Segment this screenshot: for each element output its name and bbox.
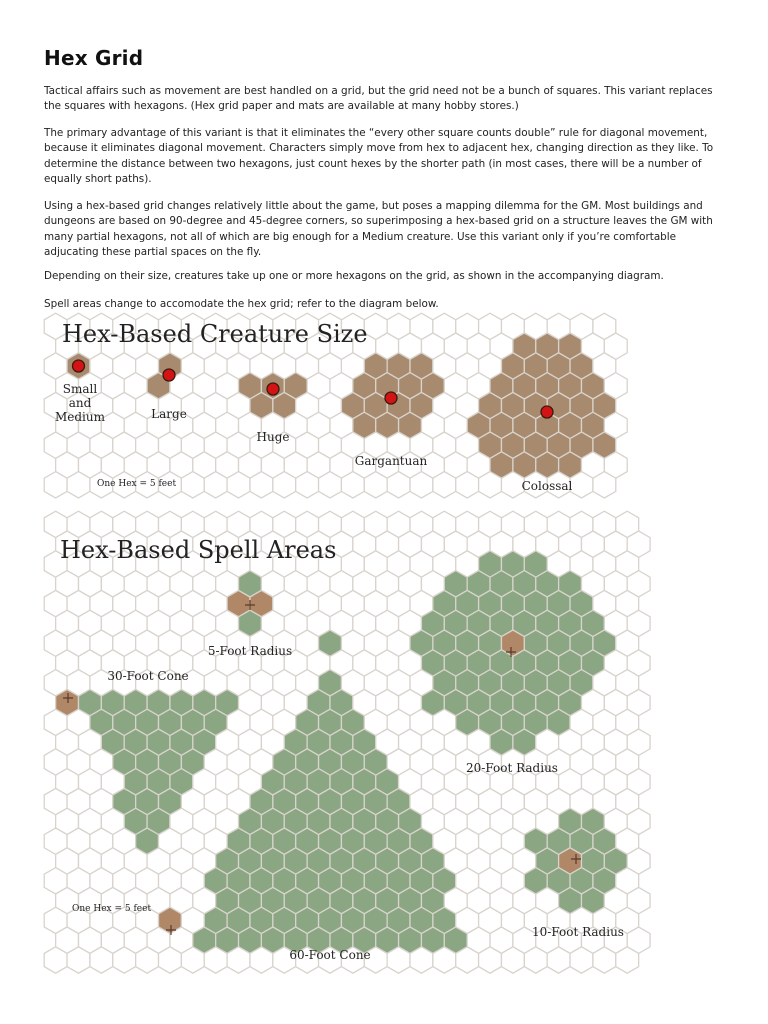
grid-hex (524, 947, 547, 973)
grid-hex (204, 472, 227, 498)
grid-hex (44, 472, 67, 498)
grid-hex (273, 472, 296, 498)
label-medium: Medium (54, 410, 106, 424)
grid-hex (113, 947, 136, 973)
grid-hex (44, 947, 67, 973)
paragraph-creature-size: Depending on their size, creatures take up one or more hexagons on the grid, as shown in the accompanying diagram. (44, 270, 664, 282)
grid-hex (387, 947, 410, 973)
paragraph-spell-areas: Spell areas change to accomodate the hex grid; refer to the diagram below. (44, 298, 439, 310)
grid-hex (227, 947, 250, 973)
label-and: and (68, 396, 92, 410)
grid-hex (181, 472, 204, 498)
grid-hex (90, 947, 113, 973)
creature-diagram-title: Hex-Based Creature Size (62, 320, 368, 348)
grid-hex (410, 947, 433, 973)
label-small: Small (62, 382, 98, 396)
grid-hex (159, 947, 182, 973)
label-5-foot-radius: 5-Foot Radius (207, 644, 293, 658)
grid-hex (410, 472, 433, 498)
grid-hex (593, 947, 616, 973)
page-title: Hex Grid (44, 46, 144, 70)
creature-center-dot (267, 383, 279, 395)
grid-hex (501, 947, 524, 973)
creature-center-dot (73, 360, 85, 372)
label-30-foot-cone: 30-Foot Cone (107, 669, 189, 683)
grid-hex (570, 947, 593, 973)
creature-center-dot (163, 369, 175, 381)
spell-diagram-title: Hex-Based Spell Areas (60, 536, 337, 564)
spell-scale-note: One Hex = 5 feet (72, 904, 152, 914)
grid-hex (479, 472, 502, 498)
creature-center-dot (541, 406, 553, 418)
paragraph-intro: Tactical affairs such as movement are best handled on a grid, but the grid need not be a bunch of squares. This variant replaces the squares with hexagons. (Hex grid paper and mats are available at many hobby stores.) (44, 85, 713, 113)
grid-hex (433, 472, 456, 498)
grid-hex (616, 947, 639, 973)
grid-hex (364, 472, 387, 498)
label-huge: Huge (256, 430, 290, 444)
label-60-foot-cone: 60-Foot Cone (289, 948, 371, 962)
grid-hex (456, 472, 479, 498)
creature-center-dot (385, 392, 397, 404)
paragraph-advantage: The primary advantage of this variant is that it eliminates the “every other square counts double” rule for diagonal movement, because it eliminates diagonal movement. Characters simply move from hex to adjacent hex, changing direction as they like. To determine the distance between two hexagons, just count hexes by the shorter path (in most cases, there will be a number of equally short paths). (44, 127, 714, 186)
label-20-foot-radius: 20-Foot Radius (466, 761, 558, 775)
label-large: Large (151, 407, 187, 421)
grid-hex (341, 472, 364, 498)
grid-hex (250, 947, 273, 973)
grid-hex (570, 472, 593, 498)
grid-hex (433, 947, 456, 973)
grid-hex (296, 472, 319, 498)
grid-hex (593, 472, 616, 498)
grid-hex (181, 947, 204, 973)
label-colossal: Colossal (521, 479, 573, 493)
label-10-foot-radius: 10-Foot Radius (532, 925, 624, 939)
grid-hex (319, 472, 342, 498)
grid-hex (227, 472, 250, 498)
grid-hex (136, 947, 159, 973)
paragraph-mapping: Using a hex-based grid changes relatively little about the game, but poses a mapping dilemma for the GM. Most buildings and dungeons are based on 90-degree and 45-degree corners, so superimposing a hex-based grid on a structure leaves the GM with many partial hexagons, not all of which are big enough for a Medium creature. Use this variant only if you’re comfortable adjucating these partial spaces on the fly. (44, 200, 713, 259)
grid-hex (456, 947, 479, 973)
grid-hex (204, 947, 227, 973)
grid-hex (67, 947, 90, 973)
grid-hex (250, 472, 273, 498)
grid-hex (479, 947, 502, 973)
creature-scale-note: One Hex = 5 feet (97, 479, 177, 489)
grid-hex (547, 947, 570, 973)
label-gargantuan: Gargantuan (354, 454, 428, 468)
grid-hex (387, 472, 410, 498)
grid-hex (67, 472, 90, 498)
